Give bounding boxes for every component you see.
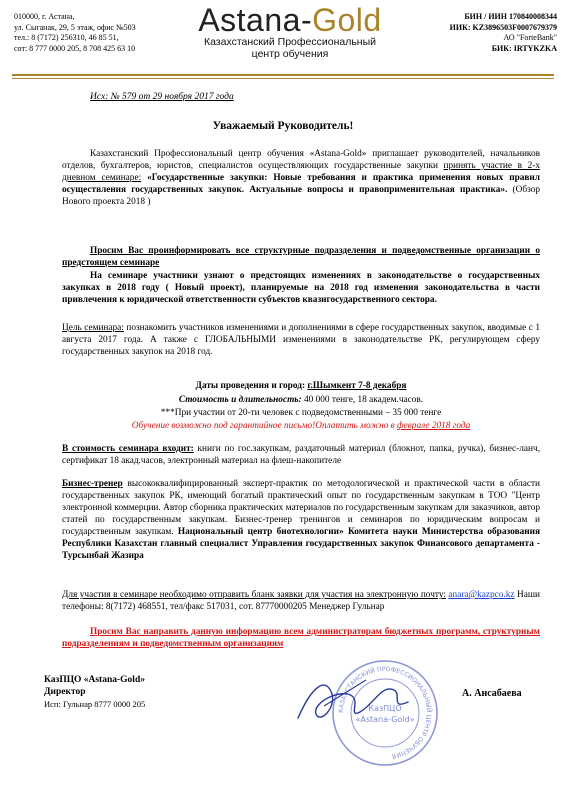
goal-label: Цель семинара: [62,323,124,333]
group-discount: ***При участии от 20-ти человек с подведомственными – 35 000 тенге [160,408,442,418]
trainer-employer: Национальный центр биотехнологии» Комитета науки Министерства образования Республики Казахстан главный специалист Управления государственных закупок Финансового департамента - Турсынбай Жазира [62,527,541,561]
signature-block [44,674,145,710]
payment-note-text: Обучение возможно под гарантийное письмо!Оплатить можно в [131,421,395,431]
bank-details [427,12,557,54]
signatory-name: А. Ансабаева [462,688,522,699]
company-logo [170,4,410,60]
bank-line: ИИК: KZ3896503F0007679379 [449,22,557,32]
application-info [62,589,540,613]
bank-line: АО "ForteBank" [503,33,557,42]
cost-label: Стоимость и длительность: [178,395,302,405]
dates-label: Даты проведения и город: [195,381,306,391]
dates-line [62,380,540,392]
trainer-label: Бизнес-тренер [62,479,123,489]
seal-inner-text: «Astana-Gold» [355,715,415,724]
header-divider [12,74,554,79]
review-note: (Обзор Нового проекта 2018 ) [62,185,541,207]
seal-inner-text: КазПЦО [368,704,402,713]
trainer-text: высококвалифицированный эксперт-практик по методологической и практической части в области государственных закупок РК, имеющий богатый практический опыт по государственным закупкам в ТОО "Центр электронной коммерции. Автор сборника практических материалов по государственным закупкам для заказчиков, автор статей по государственным закупкам. Бизнес-тренер тренингов и семинаров по юридическим вопросам и государственным закупкам. [62,479,541,537]
cost-value: 40 000 тенге, 18 академ.часов. [303,395,424,405]
logo-title [170,4,410,36]
seminar-topics: На семинаре участники узнают о предстоящих изменениях в законодательстве о государственных закупках в 2018 году ( Новый проект), планируемые на 2018 год изменения законодательства в части привлечения к юридической ответственности субъектов квазигосударственного сектора. [62,271,540,305]
payment-note [62,420,540,432]
bank-line: БИК: IRTYKZKA [491,43,557,53]
payment-date: феврале 2018 года [397,421,471,431]
inform-request: Просим Вас проинформировать все структурные подразделения и подведомственные организации о предстоящем семинаре [62,246,540,268]
address-line: ул. Сыганак, 29, 5 этаж, офис №503 [14,22,136,32]
sender-address [14,12,164,54]
signature-org: КазПЦО «Astana-Gold» [44,675,145,685]
dates-value: г.Шымкент 7-8 декабря [307,381,407,391]
intro-paragraph [62,148,540,208]
address-line: 010000, г. Астана, [14,12,75,21]
includes-label: В стоимость семинара входит: [62,444,194,454]
invite-text: принять участие в 2-х дневном семинаре: [62,161,540,183]
greeting: Уважаемый Руководитель! [212,120,354,132]
intro-text: Казахстанский Профессиональный центр обучения «Astana-Gold» приглашает руководителей, начальников отделов, бухгалтеров, юристов, специалистов осуществляющих государственные закупки [62,149,540,171]
signature-executor: Исп: Гульнар 8777 0000 205 [44,699,146,709]
logo-subtitle: центр обучения [251,48,329,60]
logo-title-gold: Gold [312,2,382,38]
address-line: тел.: 8 (7172) 256310, 46 85 51, [14,33,119,42]
signature-position: Директор [44,687,86,697]
includes-text: книги по гос.закупкам, раздаточный материал (блокнот, папка, ручка), бизнес-ланч, сертификат 18 акад.часов, электронный материал на флеш-накопителе [62,444,541,466]
letter-reference: Исх: № 579 от 29 ноября 2017 года [90,92,234,102]
trainer-info [62,478,540,562]
bank-line: БИН / ИИН 170840008344 [464,12,557,21]
seal-outer-text: КАЗАХСТАНСКИЙ ПРОФЕССИОНАЛЬНЫЙ ЦЕНТР ОБУЧЕНИЯ [337,665,433,760]
logo-title-part: Astana- [198,2,313,38]
apply-text: Для участия в семинаре необходимо отправить бланк заявки для участия на электронную почту: [62,590,446,600]
logo-subtitle: Казахстанский Профессиональный [203,36,377,48]
price-includes [62,443,540,467]
handwritten-signature [290,666,420,736]
address-line: сот: 8 777 0000 205, 8 708 425 63 10 [14,43,136,53]
cost-line [62,394,540,406]
seminar-goal [62,322,540,358]
goal-text: познакомить участников изменениями и дополнениями в сфере государственных закупок, вводимые с 1 августа 2017 года. А также с ГЛОБАЛЬНЫМИ изменениями в законодательстве РК, регулирующем сферу государственных закупок на 2018 год. [62,323,541,357]
phones-text: Наши телефоны: 8(7172) 468551, тел/факс 517031, сот. 87770000205 Менеджер Гульнар [62,590,540,612]
seminar-title: «Государственные закупки: Новые требования и практика применения новых правил осуществления государственных закупок. Актуальные вопросы и правоприменительная практика». [62,173,540,195]
final-request: Просим Вас направить данную информацию всем администраторам бюджетных программ, структурным подразделениям и подведомственным организациям [62,627,540,649]
email-link[interactable]: anara@kazpco.kz [448,590,515,600]
